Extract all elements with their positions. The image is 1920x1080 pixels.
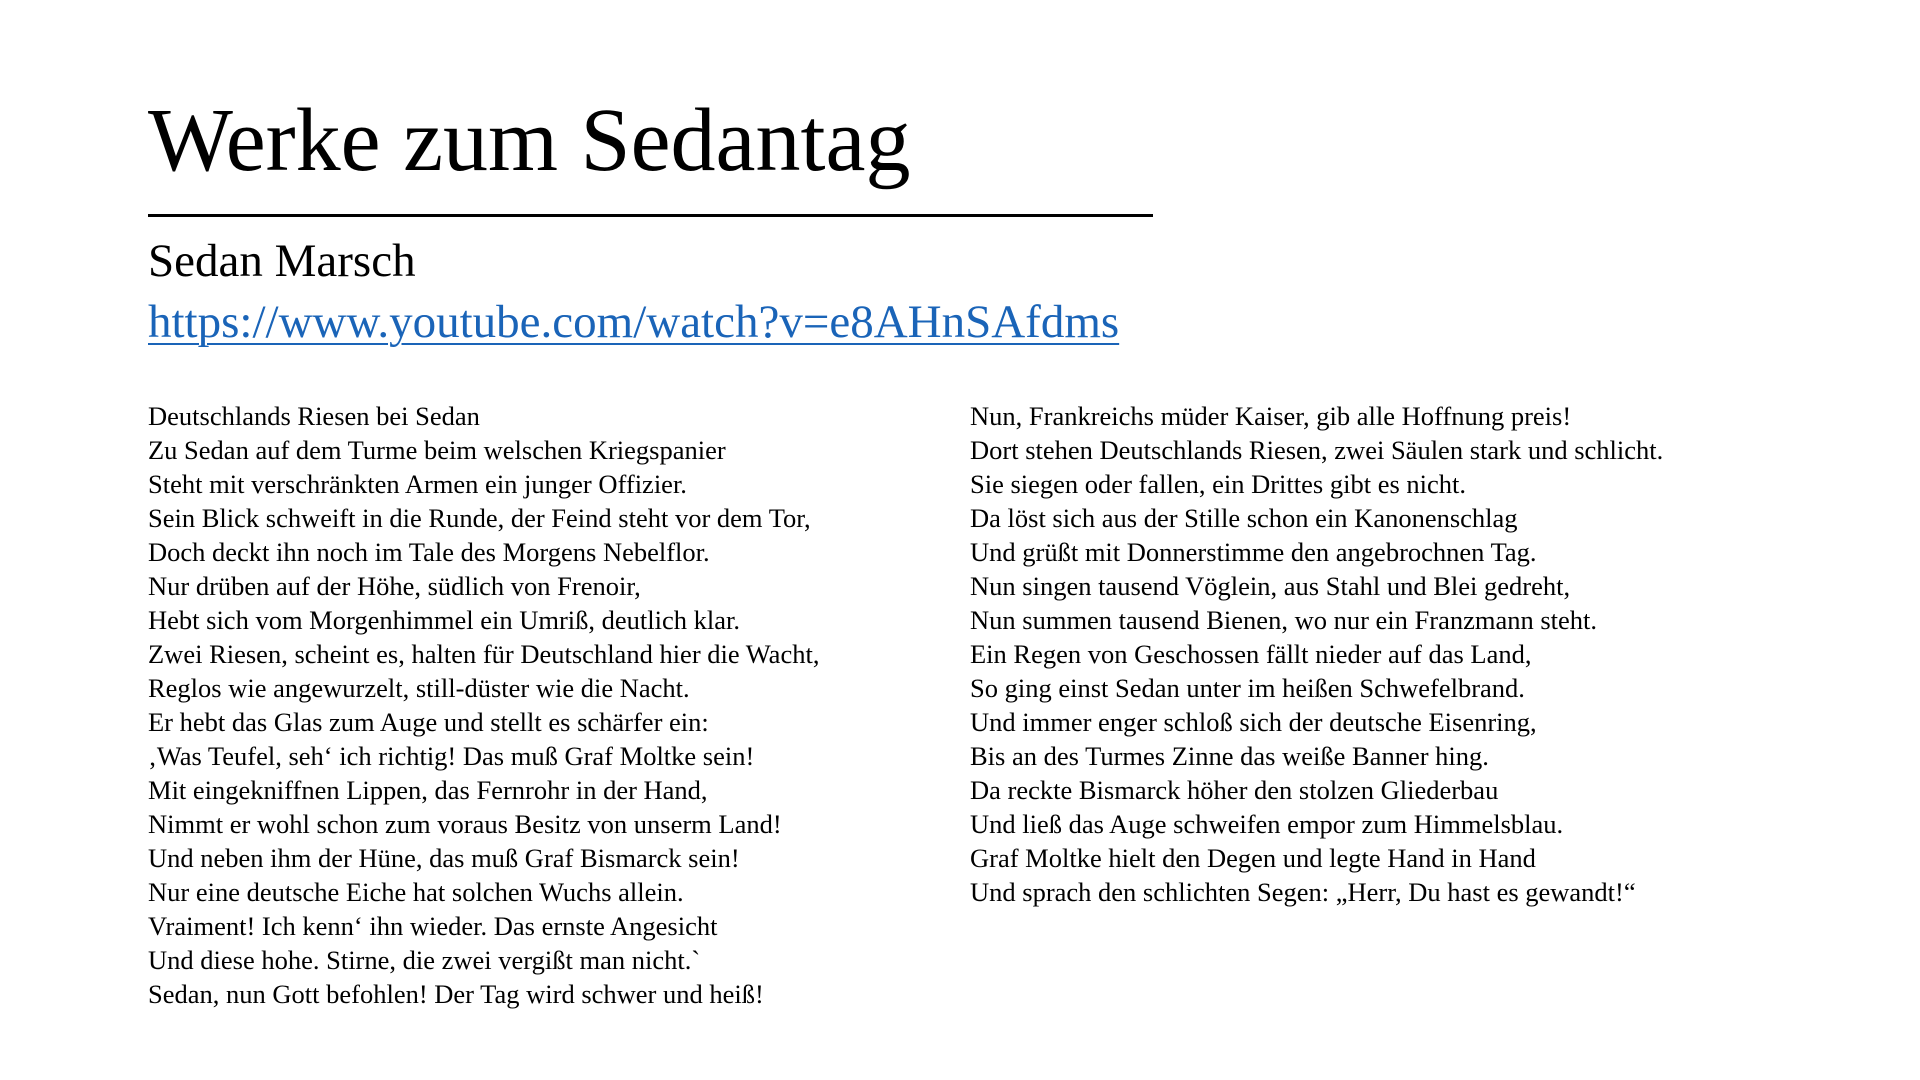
poem-line: Sein Blick schweift in die Runde, der Feind steht vor dem Tor, [148,503,811,533]
poem-line: Doch deckt ihn noch im Tale des Morgens Nebelflor. [148,537,710,567]
youtube-link[interactable]: https://www.youtube.com/watch?v=e8AHnSAfdms [148,296,1120,348]
poem-line: Nun singen tausend Vöglein, aus Stahl und Blei gedreht, [970,571,1571,601]
poem-column-right [970,399,1663,909]
poem-line: Graf Moltke hielt den Degen und legte Hand in Hand [970,843,1536,873]
poem-line: Er hebt das Glas zum Auge und stellt es schärfer ein: [148,707,709,737]
poem-line: Sedan, nun Gott befohlen! Der Tag wird schwer und heiß! [148,979,764,1009]
poem-line: Vraiment! Ich kenn‘ ihn wieder. Das ernste Angesicht [148,911,718,941]
poem-line: Da reckte Bismarck höher den stolzen Gliederbau [970,775,1499,805]
poem-line: ‚Was Teufel, seh‘ ich richtig! Das muß Graf Moltke sein! [148,741,755,771]
poem-line: Dort stehen Deutschlands Riesen, zwei Säulen stark und schlicht. [970,435,1664,465]
poem-line: Bis an des Turmes Zinne das weiße Banner hing. [970,741,1489,771]
poem-line: Sie siegen oder fallen, ein Drittes gibt es nicht. [970,469,1467,499]
poem-line: Nun summen tausend Bienen, wo nur ein Franzmann steht. [970,605,1598,635]
poem-line: Zwei Riesen, scheint es, halten für Deutschland hier die Wacht, [148,639,820,669]
poem-line: Nur drüben auf der Höhe, südlich von Frenoir, [148,571,641,601]
poem-line: Nimmt er wohl schon zum voraus Besitz von unserm Land! [148,809,782,839]
poem-line: Hebt sich vom Morgenhimmel ein Umriß, deutlich klar. [148,605,740,635]
poem-line: So ging einst Sedan unter im heißen Schwefelbrand. [970,673,1525,703]
poem-line: Mit eingekniffnen Lippen, das Fernrohr in der Hand, [148,775,708,805]
poem-line: Deutschlands Riesen bei Sedan [148,401,480,431]
poem-line: Reglos wie angewurzelt, still-düster wie die Nacht. [148,673,690,703]
poem-line: Da löst sich aus der Stille schon ein Kanonenschlag [970,503,1518,533]
subtitle: Sedan Marsch [148,235,416,287]
poem-line: Und diese hohe. Stirne, die zwei vergißt man nicht.` [148,945,701,975]
poem-line: Zu Sedan auf dem Turme beim welschen Kriegspanier [148,435,726,465]
poem-line: Und immer enger schloß sich der deutsche Eisenring, [970,707,1537,737]
poem-column-left [148,399,819,1011]
poem-line: Und sprach den schlichten Segen: „Herr, Du hast es gewandt!“ [970,877,1636,907]
poem-line: Ein Regen von Geschossen fällt nieder auf das Land, [970,639,1532,669]
title-divider [148,214,1153,217]
poem-line: Nun, Frankreichs müder Kaiser, gib alle Hoffnung preis! [970,401,1572,431]
poem-line: Und grüßt mit Donnerstimme den angebrochnen Tag. [970,537,1537,567]
poem-line: Und ließ das Auge schweifen empor zum Himmelsblau. [970,809,1564,839]
poem-line: Nur eine deutsche Eiche hat solchen Wuchs allein. [148,877,684,907]
poem-line: Steht mit verschränkten Armen ein junger Offizier. [148,469,687,499]
slide-title: Werke zum Sedantag [148,91,911,190]
poem-line: Und neben ihm der Hüne, das muß Graf Bismarck sein! [148,843,740,873]
